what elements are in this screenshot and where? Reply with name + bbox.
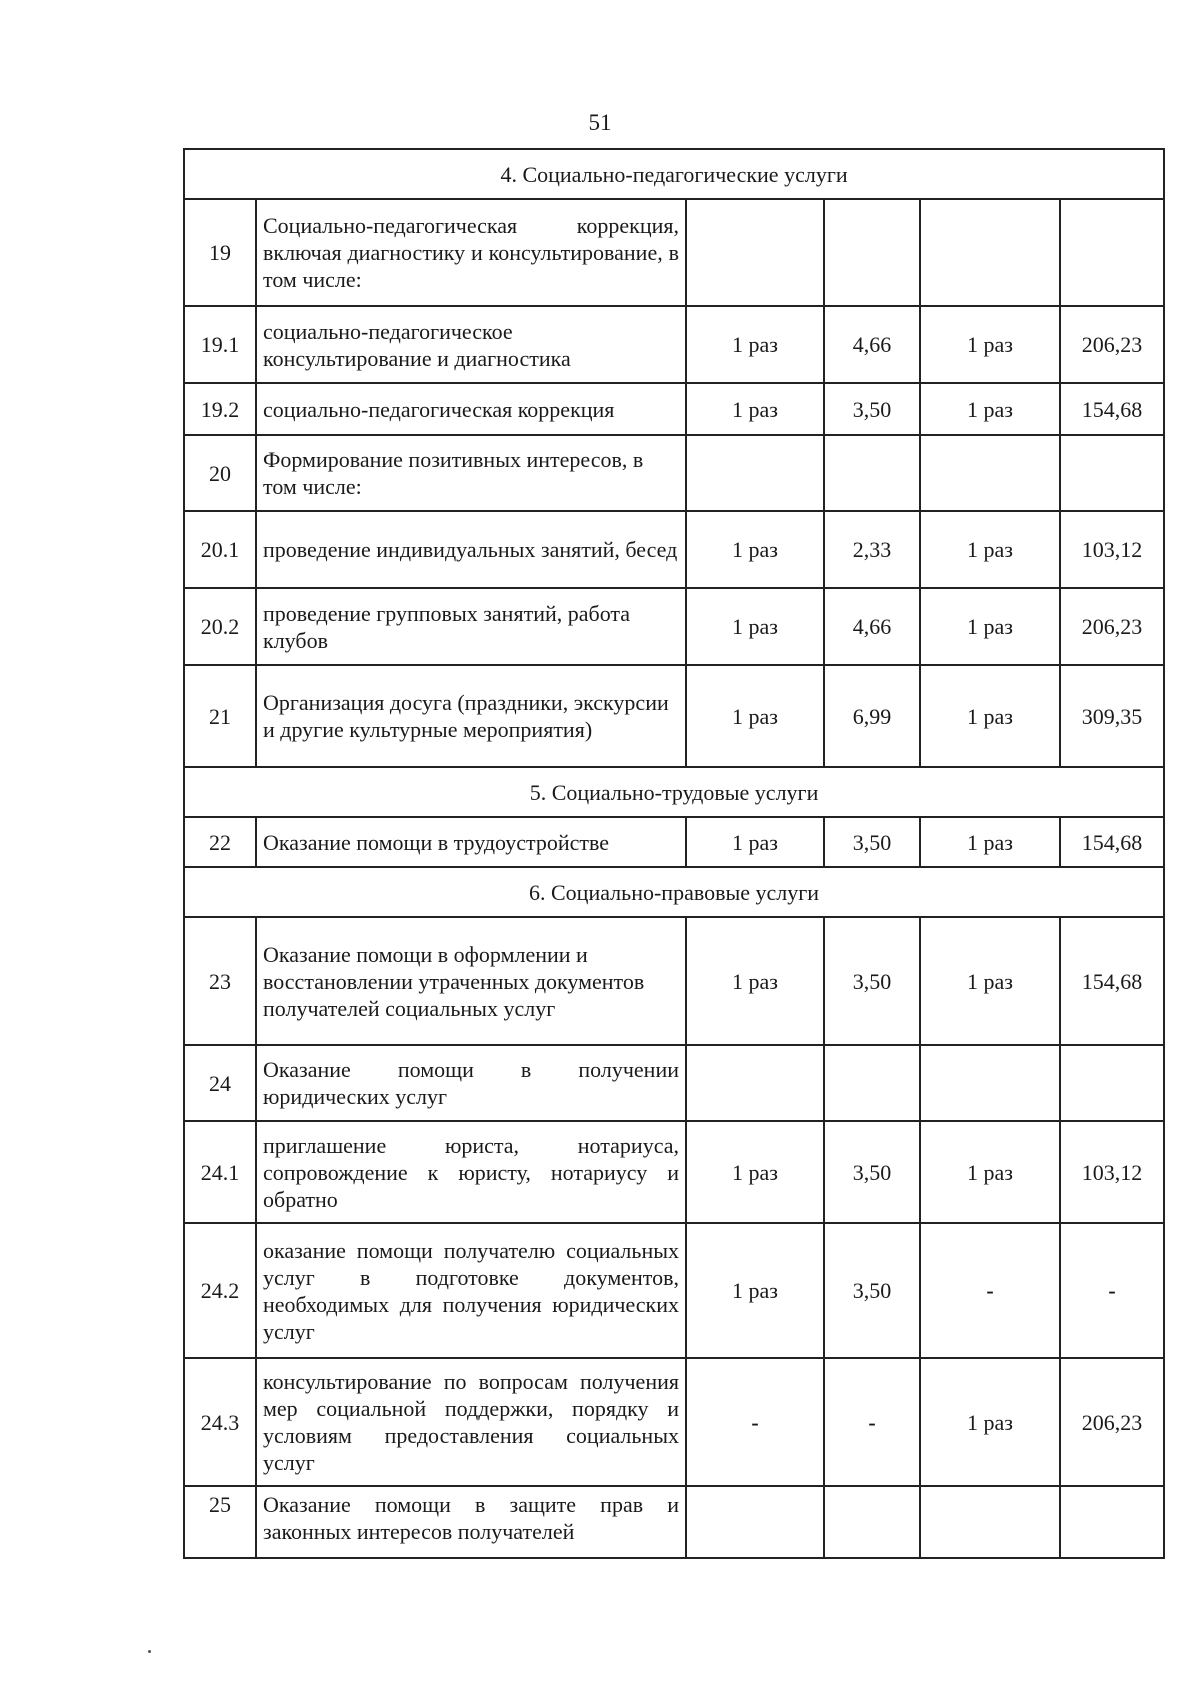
- frequency-cell: 1 раз: [920, 383, 1060, 435]
- table-row: [184, 817, 1164, 867]
- row-number: 20: [184, 435, 256, 511]
- value-cell: 3,50: [824, 817, 920, 867]
- frequency-cell: 1 раз: [920, 1358, 1060, 1486]
- scan-speck: [148, 1650, 151, 1653]
- frequency-cell: [686, 199, 824, 306]
- value-cell: [824, 435, 920, 511]
- value-cell: -: [824, 1358, 920, 1486]
- row-number: 19: [184, 199, 256, 306]
- service-description: Социально-педагогическая коррекция, включая диагностику и консультирование, в том числе:: [256, 199, 686, 306]
- row-number: 24.2: [184, 1223, 256, 1358]
- service-description: Оказание помощи в трудоустройстве: [256, 817, 686, 867]
- frequency-cell: [686, 1486, 824, 1558]
- frequency-cell: 1 раз: [920, 917, 1060, 1045]
- value-cell: 3,50: [824, 917, 920, 1045]
- frequency-cell: 1 раз: [686, 1223, 824, 1358]
- value-cell: 6,99: [824, 665, 920, 767]
- row-number: 20.2: [184, 588, 256, 665]
- row-number: 24.1: [184, 1121, 256, 1223]
- frequency-cell: 1 раз: [920, 306, 1060, 383]
- row-number: 24.3: [184, 1358, 256, 1486]
- table-row: [184, 1223, 1164, 1358]
- table-row: [184, 435, 1164, 511]
- price-cell: 154,68: [1060, 817, 1164, 867]
- frequency-cell: 1 раз: [920, 1121, 1060, 1223]
- price-cell: [1060, 435, 1164, 511]
- row-number: 21: [184, 665, 256, 767]
- section-header-row: [184, 767, 1164, 817]
- frequency-cell: 1 раз: [920, 817, 1060, 867]
- section-header-row: [184, 867, 1164, 917]
- frequency-cell: 1 раз: [686, 665, 824, 767]
- row-number: 25: [184, 1486, 256, 1558]
- row-number: 19.2: [184, 383, 256, 435]
- table-row: [184, 1121, 1164, 1223]
- service-description: проведение индивидуальных занятий, бесед: [256, 511, 686, 588]
- frequency-cell: 1 раз: [686, 306, 824, 383]
- section-title: 5. Социально-трудовые услуги: [184, 767, 1164, 817]
- service-description: Оказание помощи в защите прав и законных интересов получателей: [256, 1486, 686, 1558]
- table-row: [184, 306, 1164, 383]
- table-row: [184, 383, 1164, 435]
- price-cell: 206,23: [1060, 588, 1164, 665]
- section-title: 4. Социально-педагогические услуги: [184, 149, 1164, 199]
- value-cell: [824, 1486, 920, 1558]
- frequency-cell: [920, 1045, 1060, 1121]
- page-number: 51: [588, 110, 612, 135]
- table-row: [184, 1045, 1164, 1121]
- service-description: приглашение юриста, нотариуса, сопровождение к юристу, нотариусу и обратно: [256, 1121, 686, 1223]
- price-cell: 154,68: [1060, 383, 1164, 435]
- frequency-cell: 1 раз: [686, 383, 824, 435]
- service-description: Оказание помощи в получении юридических услуг: [256, 1045, 686, 1121]
- value-cell: [824, 1045, 920, 1121]
- frequency-cell: [920, 435, 1060, 511]
- table-row: [184, 1486, 1164, 1558]
- table-row: [184, 199, 1164, 306]
- value-cell: 4,66: [824, 306, 920, 383]
- price-cell: [1060, 1486, 1164, 1558]
- value-cell: 4,66: [824, 588, 920, 665]
- value-cell: 3,50: [824, 1223, 920, 1358]
- frequency-cell: [686, 1045, 824, 1121]
- section-title: 6. Социально-правовые услуги: [184, 867, 1164, 917]
- value-cell: 3,50: [824, 1121, 920, 1223]
- frequency-cell: 1 раз: [920, 588, 1060, 665]
- price-cell: 103,12: [1060, 511, 1164, 588]
- service-description: оказание помощи получателю социальных услуг в подготовке документов, необходимых для получения юридических услуг: [256, 1223, 686, 1358]
- row-number: 23: [184, 917, 256, 1045]
- table-row: [184, 665, 1164, 767]
- service-description: социально-педагогическое консультирование и диагностика: [256, 306, 686, 383]
- frequency-cell: 1 раз: [686, 817, 824, 867]
- frequency-cell: 1 раз: [920, 511, 1060, 588]
- price-cell: [1060, 1045, 1164, 1121]
- value-cell: 2,33: [824, 511, 920, 588]
- table-row: [184, 1358, 1164, 1486]
- row-number: 20.1: [184, 511, 256, 588]
- service-description: социально-педагогическая коррекция: [256, 383, 686, 435]
- frequency-cell: -: [686, 1358, 824, 1486]
- price-cell: 309,35: [1060, 665, 1164, 767]
- frequency-cell: [920, 199, 1060, 306]
- table-row: [184, 917, 1164, 1045]
- value-cell: [824, 199, 920, 306]
- price-cell: 206,23: [1060, 306, 1164, 383]
- row-number: 22: [184, 817, 256, 867]
- section-header-row: [184, 149, 1164, 199]
- service-description: проведение групповых занятий, работа клубов: [256, 588, 686, 665]
- value-cell: 3,50: [824, 383, 920, 435]
- price-cell: 206,23: [1060, 1358, 1164, 1486]
- services-table: [183, 148, 1165, 1559]
- frequency-cell: [686, 435, 824, 511]
- frequency-cell: 1 раз: [686, 1121, 824, 1223]
- service-description: Оказание помощи в оформлении и восстановлении утраченных документов получателей социальных услуг: [256, 917, 686, 1045]
- price-cell: 154,68: [1060, 917, 1164, 1045]
- frequency-cell: 1 раз: [920, 665, 1060, 767]
- service-description: Формирование позитивных интересов, в том числе:: [256, 435, 686, 511]
- row-number: 24: [184, 1045, 256, 1121]
- row-number: 19.1: [184, 306, 256, 383]
- frequency-cell: 1 раз: [686, 588, 824, 665]
- price-cell: [1060, 199, 1164, 306]
- frequency-cell: [920, 1486, 1060, 1558]
- frequency-cell: -: [920, 1223, 1060, 1358]
- table-row: [184, 511, 1164, 588]
- frequency-cell: 1 раз: [686, 511, 824, 588]
- service-description: Организация досуга (праздники, экскурсии и другие культурные мероприятия): [256, 665, 686, 767]
- frequency-cell: 1 раз: [686, 917, 824, 1045]
- service-description: консультирование по вопросам получения мер социальной поддержки, порядку и условиям предоставления социальных услуг: [256, 1358, 686, 1486]
- price-cell: -: [1060, 1223, 1164, 1358]
- table-row: [184, 588, 1164, 665]
- price-cell: 103,12: [1060, 1121, 1164, 1223]
